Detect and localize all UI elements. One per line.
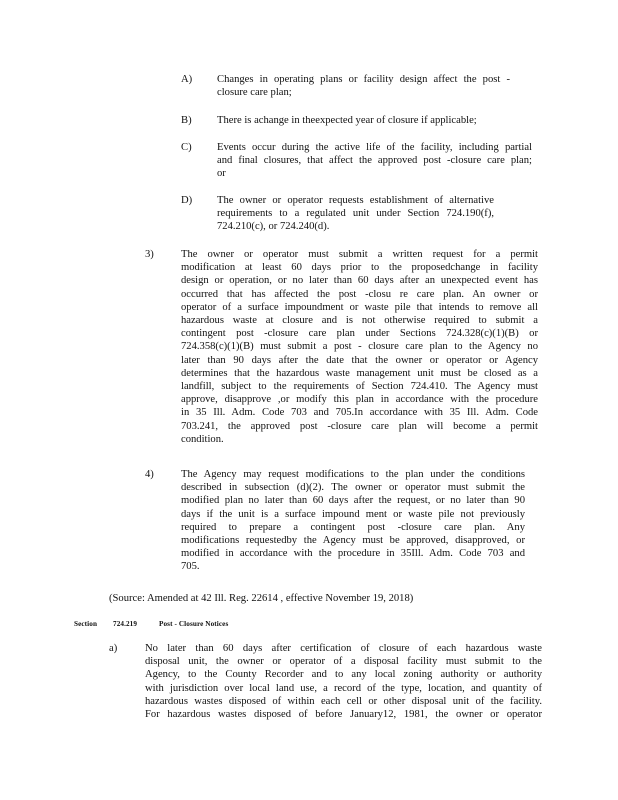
list-item-text: The owner or operator requests establishment of alternative requirements to a regulated unit under Section 724.190(f), 724.210(c), or 724.240(d).: [217, 195, 494, 233]
list-item-text: Changes in operating plans or facility design affect the post - closure care plan;: [217, 74, 510, 99]
list-marker: a): [109, 643, 118, 654]
list-item-text: Events occur during the active life of the facility, including partial and final closures, that affect the approved post -closure care plan; or: [217, 142, 532, 180]
list-marker: 3): [145, 249, 154, 260]
list-item-text: The Agency may request modifications to the plan under the conditions described in subsection (d)(2). The owner or operator must submit the modified plan no later than 60 days after the request, or no later than 90 days if the unit is a surface impound ment or waste pile not previously required to prepare a contingent post -closure care plan. Any modifications requestedby the Agency must be approved, disapproved, or modified in accordance with the procedure in 35Ill. Adm. Code 703 and 705.: [181, 469, 525, 573]
list-item-text: The owner or operator must submit a written request for a permit modification at least 60 days prior to the proposedchange in facility design or operation, or no later than 60 days after an unexpected event has occurred that has affected the post -closu re care plan. An owner or operator of a surface impoundment or waste pile that intends to remove all hazardous waste at closure and is not otherwise required to submit a contingent post -closure care plan under Sections 724.328(c)(1)(B) or 724.358(c)(1)(B) must submit a post - closure care plan to the Agency no later than 90 days after the date that the owner or operator or Agency determines that the hazardous waste management unit must be closed as a landfill, subject to the requirements of Section 724.410. The Agency must approve, disapprove ,or modify this plan in accordance with the procedure in 35 Ill. Adm. Code 703 and 705.In accordance with 35 Ill. Adm. Code 703.241, the approved post -closure care plan will become a permit condition.: [181, 249, 538, 445]
section-title: Post - Closure Notices: [159, 620, 229, 628]
section-label: Section: [74, 620, 98, 628]
list-item-text: No later than 60 days after certification of closure of each hazardous waste disposal unit, the owner or operator of a disposal facility must submit to the Agency, to the County Recorder and to any local zoning authority or authority with jurisdiction over local land use, a record of the type, location, and quantity of hazardous wastes disposed of within each cell or other disposal unit of the facility. For hazardous wastes disposed of before January12, 1981, the owner or operator: [145, 643, 542, 721]
list-marker: C): [181, 142, 192, 153]
list-marker: A): [181, 74, 193, 85]
list-marker: 4): [145, 469, 154, 480]
section-number: 724.219: [113, 620, 138, 628]
list-marker: D): [181, 195, 193, 206]
list-item-text: There is achange in theexpected year of closure if applicable;: [217, 115, 477, 126]
list-marker: B): [181, 115, 192, 126]
source-note: (Source: Amended at 42 Ill. Reg. 22614 , effective November 19, 2018): [109, 593, 414, 604]
